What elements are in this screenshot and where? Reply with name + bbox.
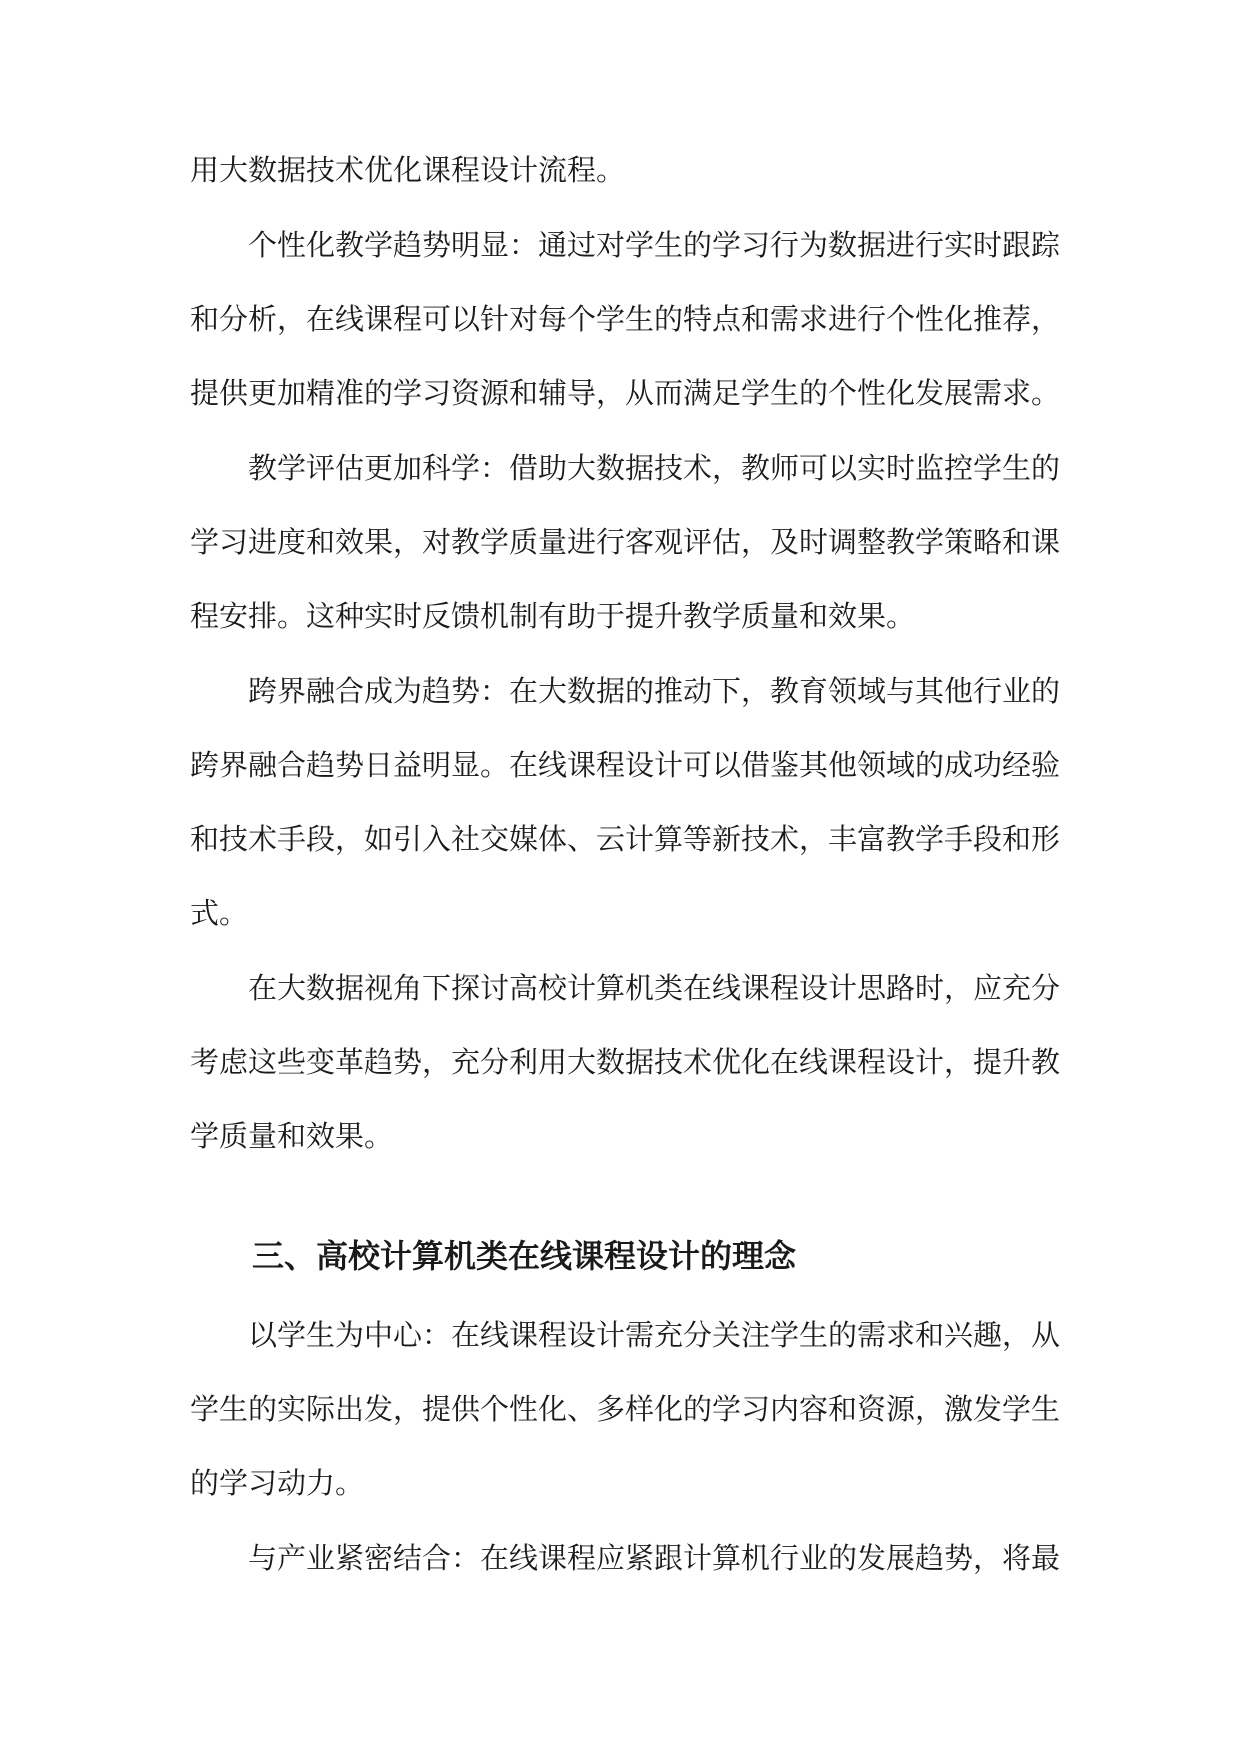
paragraph-line: 和分析，在线课程可以针对每个学生的特点和需求进行个性化推荐， xyxy=(190,302,1061,336)
paragraph-line: 在大数据视角下探讨高校计算机类在线课程设计思路时，应充分 xyxy=(248,971,1061,1005)
paragraph-line: 考虑这些变革趋势，充分利用大数据技术优化在线课程设计，提升教 xyxy=(190,1045,1061,1079)
paragraph-line: 式。 xyxy=(190,896,249,930)
paragraph-line: 教学评估更加科学：借助大数据技术，教师可以实时监控学生的 xyxy=(248,451,1061,485)
paragraph-line: 学习进度和效果，对教学质量进行客观评估，及时调整教学策略和课 xyxy=(190,525,1061,559)
paragraph-line: 用大数据技术优化课程设计流程。 xyxy=(190,153,626,187)
paragraph-line: 的学习动力。 xyxy=(190,1466,365,1500)
paragraph-line: 以学生为中心：在线课程设计需充分关注学生的需求和兴趣，从 xyxy=(248,1318,1061,1352)
section-heading: 三、高校计算机类在线课程设计的理念 xyxy=(252,1237,797,1275)
paragraph-line: 程安排。这种实时反馈机制有助于提升教学质量和效果。 xyxy=(190,599,916,633)
paragraph-line: 和技术手段，如引入社交媒体、云计算等新技术，丰富教学手段和形 xyxy=(190,822,1061,856)
paragraph-line: 个性化教学趋势明显：通过对学生的学习行为数据进行实时跟踪 xyxy=(248,228,1061,262)
paragraph-line: 跨界融合趋势日益明显。在线课程设计可以借鉴其他领域的成功经验 xyxy=(190,748,1061,782)
paragraph-line: 提供更加精准的学习资源和辅导，从而满足学生的个性化发展需求。 xyxy=(190,376,1061,410)
paragraph-line: 学生的实际出发，提供个性化、多样化的学习内容和资源，激发学生 xyxy=(190,1392,1061,1426)
paragraph-line: 学质量和效果。 xyxy=(190,1119,394,1153)
paragraph-line: 跨界融合成为趋势：在大数据的推动下，教育领域与其他行业的 xyxy=(248,674,1061,708)
paragraph-line: 与产业紧密结合：在线课程应紧跟计算机行业的发展趋势，将最 xyxy=(248,1541,1061,1575)
